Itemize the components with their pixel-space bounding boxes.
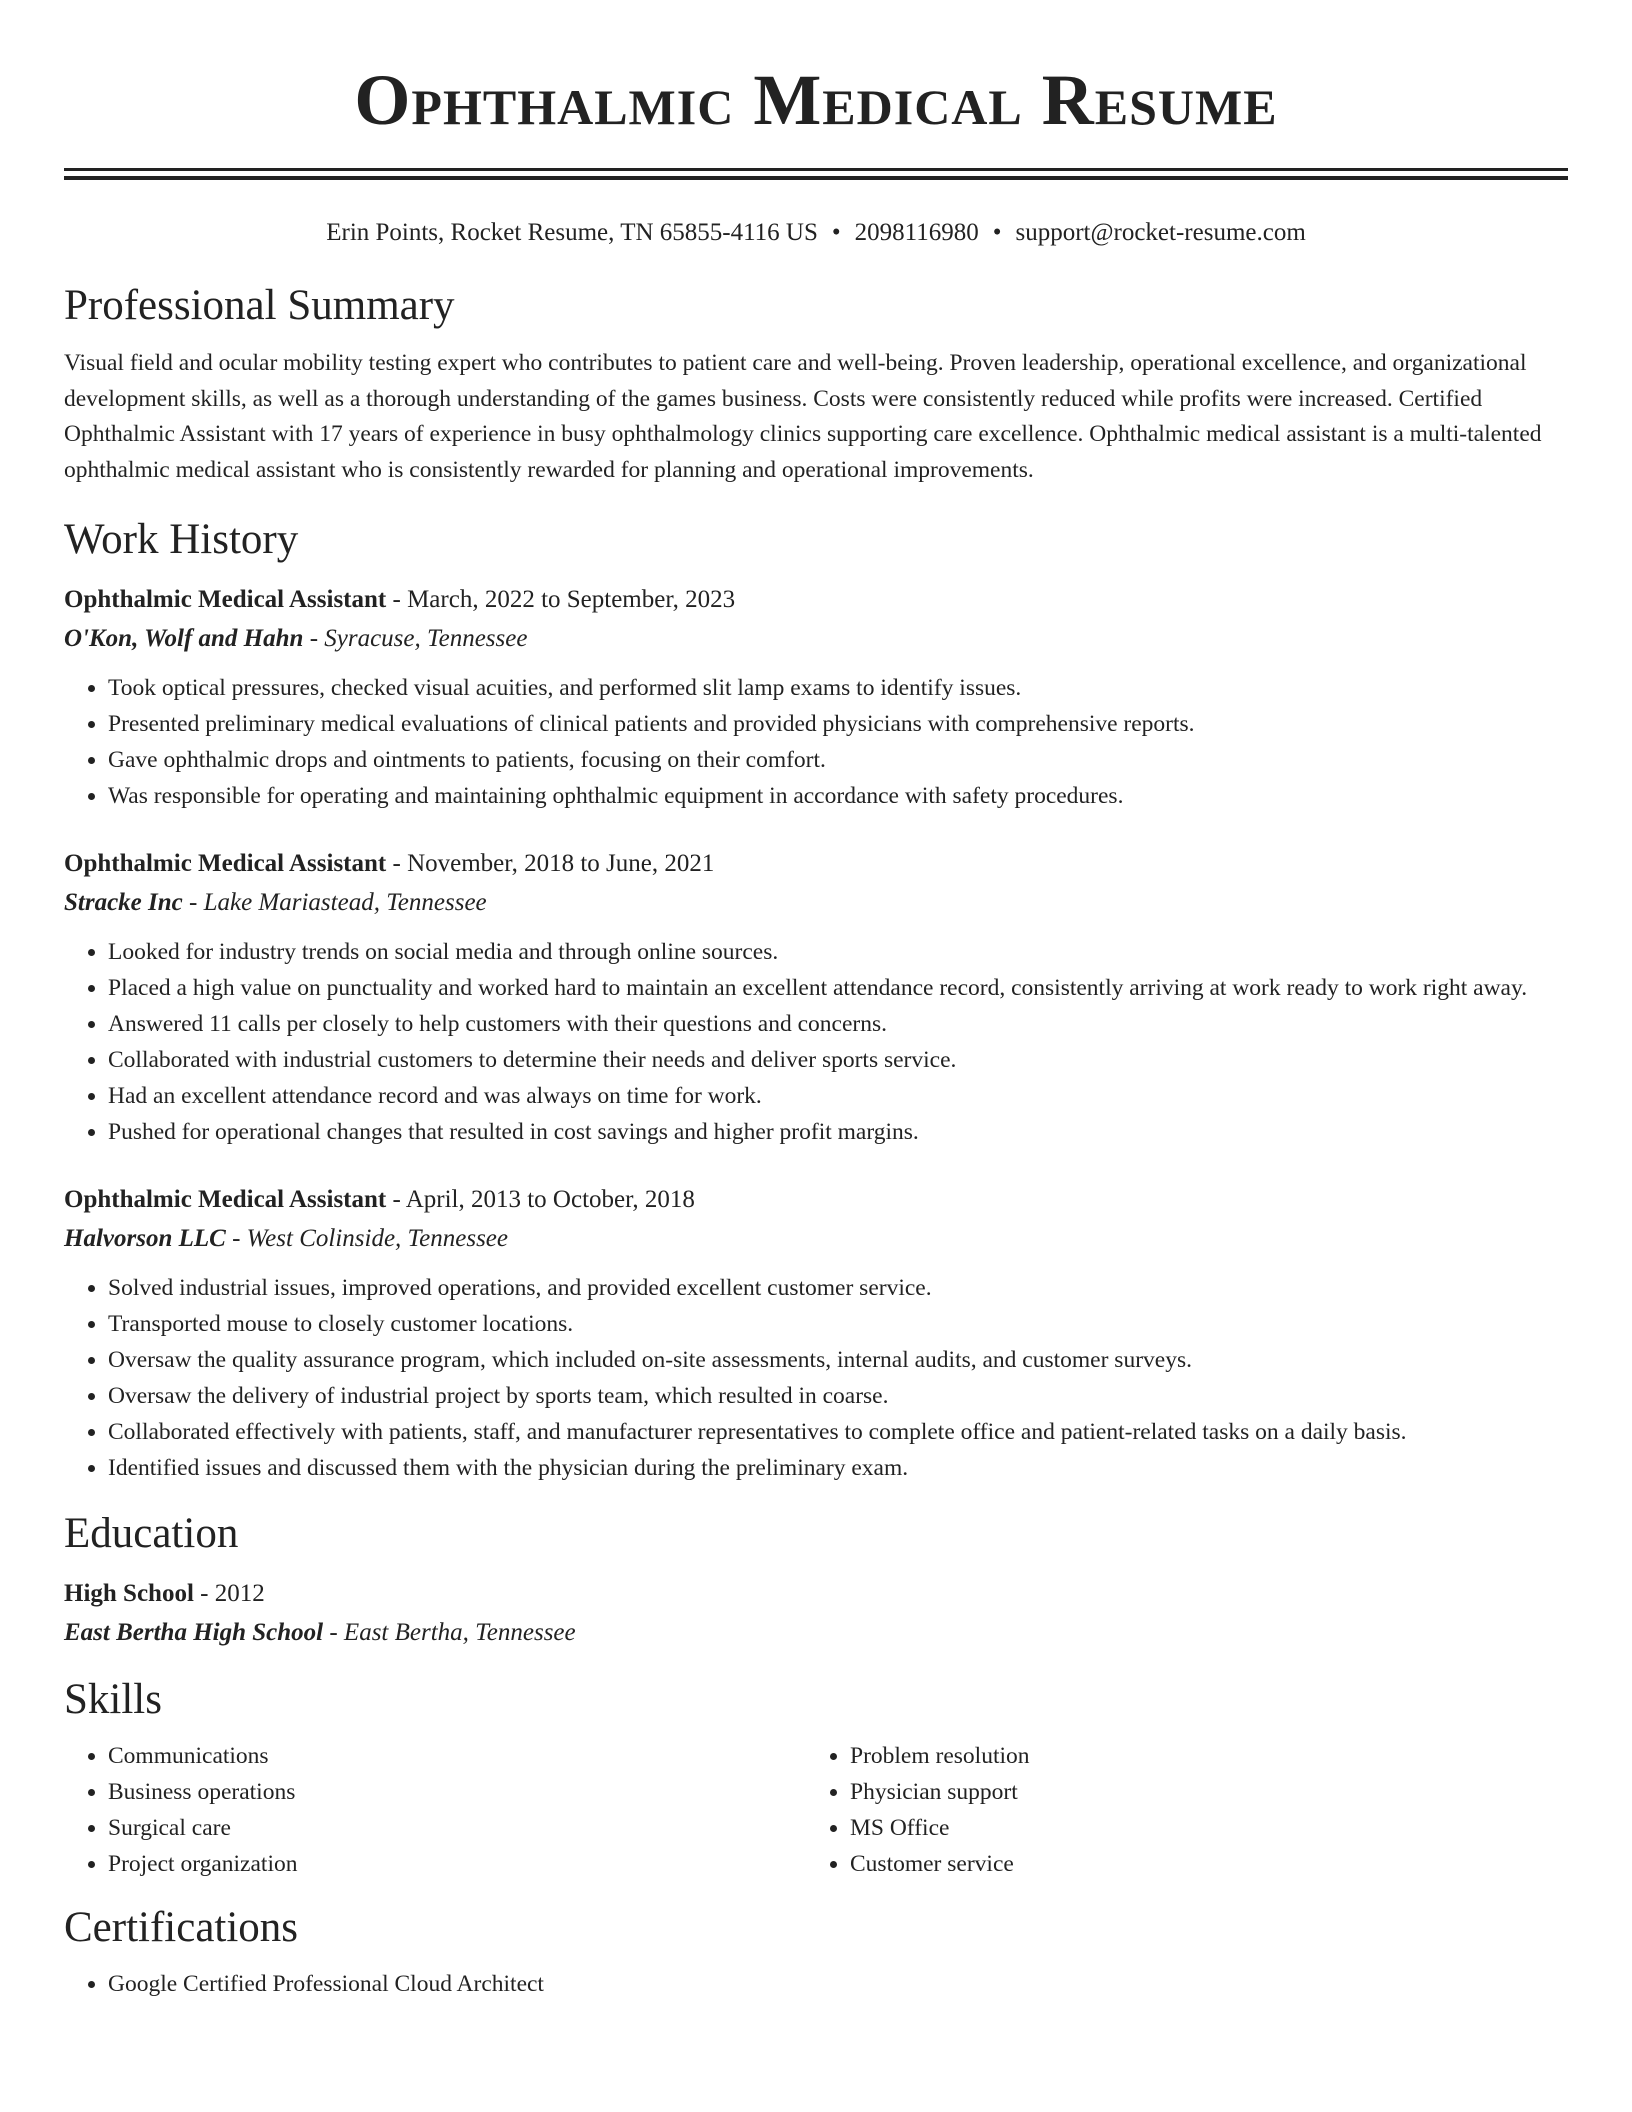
list-item: • Transported mouse to closely customer locations. xyxy=(108,1306,1568,1342)
skill-item: • Surgical care xyxy=(108,1810,806,1846)
job-company-line xyxy=(64,619,1568,658)
certifications-list xyxy=(64,1966,1568,2002)
job-entry xyxy=(64,844,1568,1150)
list-item: • Pushed for operational changes that resulted in cost savings and higher profit margins. xyxy=(108,1114,1568,1150)
education-school: East Bertha High School xyxy=(64,1619,324,1646)
skill-item: • Customer service xyxy=(850,1846,1548,1882)
job-company: Stracke Inc xyxy=(64,889,183,916)
job-company: O'Kon, Wolf and Hahn xyxy=(64,625,304,652)
job-entry xyxy=(64,1180,1568,1486)
list-item: • Presented preliminary medical evaluations of clinical patients and provided physicians with comprehensive reports. xyxy=(108,706,1568,742)
certification-item: • Google Certified Professional Cloud Architect xyxy=(108,1966,1568,2002)
education-location: - East Bertha, Tennessee xyxy=(323,1619,576,1646)
list-item: • Identified issues and discussed them with the physician during the preliminary exam. xyxy=(108,1450,1568,1486)
job-duties-list xyxy=(64,1270,1568,1486)
skill-item: • MS Office xyxy=(850,1810,1548,1846)
list-item: • Gave ophthalmic drops and ointments to patients, focusing on their comfort. xyxy=(108,742,1568,778)
job-location: - West Colinside, Tennessee xyxy=(225,1225,508,1252)
skills-list-right xyxy=(806,1738,1548,1882)
title-divider xyxy=(64,168,1568,180)
skill-item: • Problem resolution xyxy=(850,1738,1548,1774)
education-heading: Education xyxy=(64,1510,239,1557)
contact-line xyxy=(64,216,1568,250)
list-item: • Took optical pressures, checked visual acuities, and performed slit lamp exams to identify issues. xyxy=(108,670,1568,706)
job-duties-list xyxy=(64,934,1568,1150)
list-item: • Answered 11 calls per closely to help customers with their questions and concerns. xyxy=(108,1006,1568,1042)
job-entry xyxy=(64,580,1568,814)
contact-email: support@rocket-resume.com xyxy=(1015,219,1306,246)
job-company-line xyxy=(64,883,1568,922)
skill-item: • Business operations xyxy=(108,1774,806,1810)
skills-grid xyxy=(64,1738,1568,1882)
skill-item: • Project organization xyxy=(108,1846,806,1882)
contact-address: Erin Points, Rocket Resume, TN 65855-4116 US xyxy=(326,219,818,246)
work-history-heading: Work History xyxy=(64,516,299,563)
education-entry xyxy=(64,1574,1568,1652)
education-year: - 2012 xyxy=(193,1580,265,1607)
job-title-line xyxy=(64,580,1568,619)
job-duties-list xyxy=(64,670,1568,814)
job-title-line xyxy=(64,1180,1568,1219)
job-role: Ophthalmic Medical Assistant xyxy=(64,850,387,877)
job-dates: - March, 2022 to September, 2023 xyxy=(386,586,736,613)
skill-item: • Communications xyxy=(108,1738,806,1774)
skill-item: • Physician support xyxy=(850,1774,1548,1810)
job-dates: - November, 2018 to June, 2021 xyxy=(386,850,715,877)
list-item: • Solved industrial issues, improved operations, and provided excellent customer service. xyxy=(108,1270,1568,1306)
job-role: Ophthalmic Medical Assistant xyxy=(64,1186,387,1213)
summary-heading: Professional Summary xyxy=(64,282,455,329)
list-item: • Had an excellent attendance record and was always on time for work. xyxy=(108,1078,1568,1114)
contact-phone: 2098116980 xyxy=(854,219,979,246)
education-degree: High School xyxy=(64,1580,194,1607)
list-item: • Was responsible for operating and maintaining ophthalmic equipment in accordance with safety procedures. xyxy=(108,778,1568,814)
list-item: • Collaborated with industrial customers to determine their needs and deliver sports service. xyxy=(108,1042,1568,1078)
contact-separator: • xyxy=(831,219,841,246)
contact-separator: • xyxy=(992,219,1002,246)
job-company: Halvorson LLC xyxy=(64,1225,226,1252)
skills-list-left xyxy=(64,1738,806,1882)
job-dates: - April, 2013 to October, 2018 xyxy=(386,1186,695,1213)
skills-heading: Skills xyxy=(64,1676,162,1723)
job-role: Ophthalmic Medical Assistant xyxy=(64,586,387,613)
education-degree-line xyxy=(64,1574,1568,1613)
list-item: • Looked for industry trends on social media and through online sources. xyxy=(108,934,1568,970)
job-location: - Syracuse, Tennessee xyxy=(303,625,528,652)
education-school-line xyxy=(64,1613,1568,1652)
job-company-line xyxy=(64,1219,1568,1258)
list-item: • Placed a high value on punctuality and worked hard to maintain an excellent attendance record, consistently arriving at work ready to work right away. xyxy=(108,970,1568,1006)
job-title-line xyxy=(64,844,1568,883)
list-item: • Oversaw the quality assurance program, which included on-site assessments, internal audits, and customer surveys. xyxy=(108,1342,1568,1378)
summary-text: Visual field and ocular mobility testing expert who contributes to patient care and well-being. Proven leadership, operational excellence, and organizational development skills, as well as a thorough understanding of the games business. Costs were consistently reduced while profits were increased. Certified Ophthalmic Assistant with 17 years of experience in busy ophthalmology clinics supporting care excellence. Ophthalmic medical assistant is a multi-talented ophthalmic medical assistant who is consistently rewarded for planning and operational improvements. xyxy=(64,350,1542,483)
list-item: • Collaborated effectively with patients, staff, and manufacturer representatives to complete office and patient-related tasks on a daily basis. xyxy=(108,1414,1568,1450)
certifications-heading: Certifications xyxy=(64,1904,299,1951)
resume-title: Ophthalmic Medical Resume xyxy=(354,60,1278,140)
job-location: - Lake Mariastead, Tennessee xyxy=(182,889,487,916)
list-item: • Oversaw the delivery of industrial project by sports team, which resulted in coarse. xyxy=(108,1378,1568,1414)
